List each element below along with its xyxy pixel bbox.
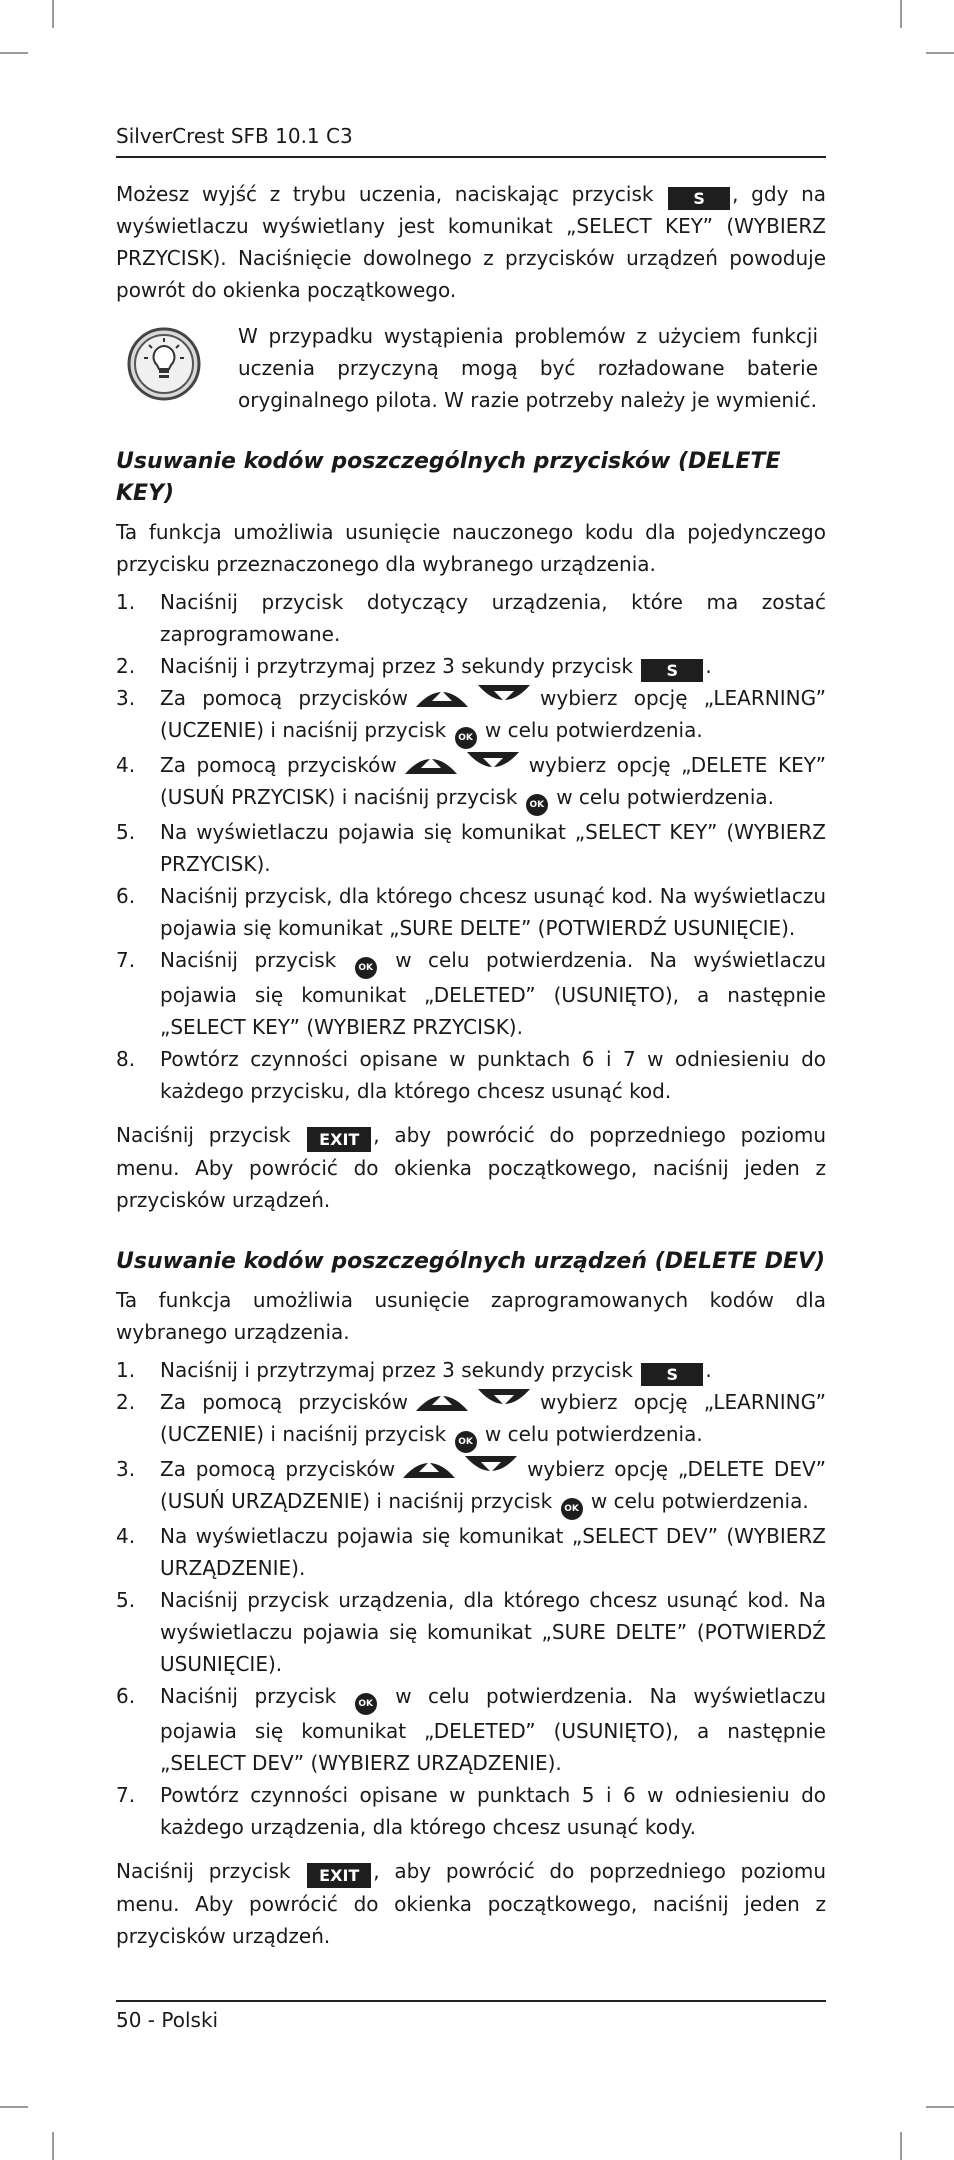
list-item: 5. Na wyświetlaczu pojawia się komunikat „SELECT KEY” (WYBIERZ PRZYCISK).	[116, 820, 826, 876]
section-heading-delete-dev: Usuwanie kodów poszczególnych urządzeń (DELETE DEV)	[116, 1249, 826, 1274]
ok-key-icon: OK	[455, 727, 477, 749]
closing-paragraph: Naciśnij przycisk EXIT , aby powrócić do poprzedniego poziomu menu. Aby powrócić do okienka początkowego, naciśnij jeden z przycisków urządzeń.	[116, 1123, 826, 1212]
list-item: 2. Za pomocą przycisków wybierz opcję „LEARNING” (UCZENIE) i naciśnij przycisk OK w celu potwierdzenia.	[116, 1386, 826, 1453]
list-item: 3. Za pomocą przycisków wybierz opcję „DELETE DEV” (USUŃ URZĄDZENIE) i naciśnij przycisk OK w celu potwierdzenia.	[116, 1453, 826, 1520]
list-item: 4. Na wyświetlaczu pojawia się komunikat „SELECT DEV” (WYBIERZ URZĄDZENIE).	[116, 1524, 826, 1580]
ok-key-icon: OK	[561, 1498, 583, 1520]
list-item: 1. Naciśnij przycisk dotyczący urządzenia, które ma zostać zaprogramowane.	[116, 590, 826, 646]
list-item: 7. Powtórz czynności opisane w punktach 5 i 6 w odniesieniu do każdego urządzenia, dla którego chcesz usunąć kody.	[116, 1783, 826, 1839]
lightbulb-icon	[116, 320, 212, 402]
exit-key-icon: EXIT	[307, 1863, 371, 1888]
header-rule	[116, 156, 826, 158]
list-item: 4. Za pomocą przycisków wybierz opcję „DELETE KEY” (USUŃ PRZYCISK) i naciśnij przycisk OK w celu potwierdzenia.	[116, 749, 826, 816]
section-heading-delete-key: Usuwanie kodów poszczególnych przycisków (DELETE KEY)	[116, 449, 781, 506]
section-description: Ta funkcja umożliwia usunięcie nauczonego kodu dla pojedynczego przycisku przeznaczonego dla wybranego urządzenia.	[116, 520, 826, 576]
s-key-icon: S	[641, 1363, 703, 1386]
crop-mark	[0, 52, 28, 54]
crop-mark	[52, 2132, 54, 2160]
crop-mark	[0, 2106, 28, 2108]
section-description: Ta funkcja umożliwia usunięcie zaprogramowanych kodów dla wybranego urządzenia.	[116, 1288, 826, 1344]
intro-text-2: , gdy na wyświetlaczu wyświetlany jest komunikat „SELECT KEY” (WYBIERZ PRZYCISK). Naciśnięcie dowolnego z przycisków urządzeń powoduje powrót do okienka początkowego.	[116, 182, 827, 302]
crop-mark	[926, 52, 954, 54]
list-item: 2. Naciśnij i przytrzymaj przez 3 sekundy przycisk S .	[116, 654, 712, 680]
crop-mark	[900, 2132, 902, 2160]
steps-list-delete-key	[116, 586, 826, 1107]
list-item: 8. Powtórz czynności opisane w punktach 6 i 7 w odniesieniu do każdego przycisku, dla którego chcesz usunąć kod.	[116, 1047, 826, 1103]
intro-text: Możesz wyjść z trybu uczenia, naciskając przycisk	[116, 182, 654, 206]
ok-key-icon: OK	[526, 794, 548, 816]
tip-note-text: W przypadku wystąpienia problemów z użyciem funkcji uczenia przyczyną mogą być rozładowane baterie oryginalnego pilota. W razie potrzeby należy je wymienić.	[238, 324, 818, 412]
manual-page	[116, 0, 826, 2160]
s-key-icon: S	[668, 187, 730, 210]
list-item: 6. Naciśnij przycisk OK w celu potwierdzenia. Na wyświetlaczu pojawia się komunikat „DELETED” (USUNIĘTO), a następnie „SELECT DEV” (WYBIERZ URZĄDZENIE).	[116, 1684, 826, 1775]
list-item: 6. Naciśnij przycisk, dla którego chcesz usunąć kod. Na wyświetlaczu pojawia się komunikat „SURE DELTE” (POTWIERDŹ USUNIĘCIE).	[116, 884, 826, 940]
ok-key-icon: OK	[355, 1693, 377, 1715]
exit-key-icon: EXIT	[307, 1127, 371, 1152]
footer-rule	[116, 2000, 826, 2002]
list-item: 5. Naciśnij przycisk urządzenia, dla którego chcesz usunąć kod. Na wyświetlaczu pojawia się komunikat „SURE DELTE” (POTWIERDŹ USUNIĘCIE).	[116, 1588, 826, 1676]
intro-paragraph	[116, 178, 826, 306]
ok-key-icon: OK	[355, 957, 377, 979]
s-key-icon: S	[641, 659, 703, 682]
crop-mark	[926, 2106, 954, 2108]
page-footer: 50 - Polski	[116, 2008, 219, 2032]
page-content	[116, 178, 826, 1952]
page-header: SilverCrest SFB 10.1 C3	[116, 124, 353, 148]
up-down-arrow-keys-icon	[412, 1387, 536, 1413]
list-item: 1. Naciśnij i przytrzymaj przez 3 sekundy przycisk S .	[116, 1358, 712, 1384]
up-down-arrow-keys-icon	[401, 750, 525, 776]
list-item: 7. Naciśnij przycisk OK w celu potwierdzenia. Na wyświetlaczu pojawia się komunikat „DELETED” (USUNIĘTO), a następnie „SELECT KEY” (WYBIERZ PRZYCISK).	[116, 948, 826, 1039]
up-down-arrow-keys-icon	[412, 683, 536, 709]
list-item: 3. Za pomocą przycisków wybierz opcję „LEARNING” (UCZENIE) i naciśnij przycisk OK w celu potwierdzenia.	[116, 682, 826, 749]
up-down-arrow-keys-icon	[399, 1454, 523, 1480]
closing-paragraph: Naciśnij przycisk EXIT , aby powrócić do poprzedniego poziomu menu. Aby powrócić do okienka początkowego, naciśnij jeden z przycisków urządzeń.	[116, 1859, 826, 1948]
tip-note	[116, 320, 826, 416]
ok-key-icon: OK	[455, 1431, 477, 1453]
steps-list-delete-dev	[116, 1354, 826, 1843]
crop-mark	[900, 0, 902, 28]
crop-mark	[52, 0, 54, 28]
